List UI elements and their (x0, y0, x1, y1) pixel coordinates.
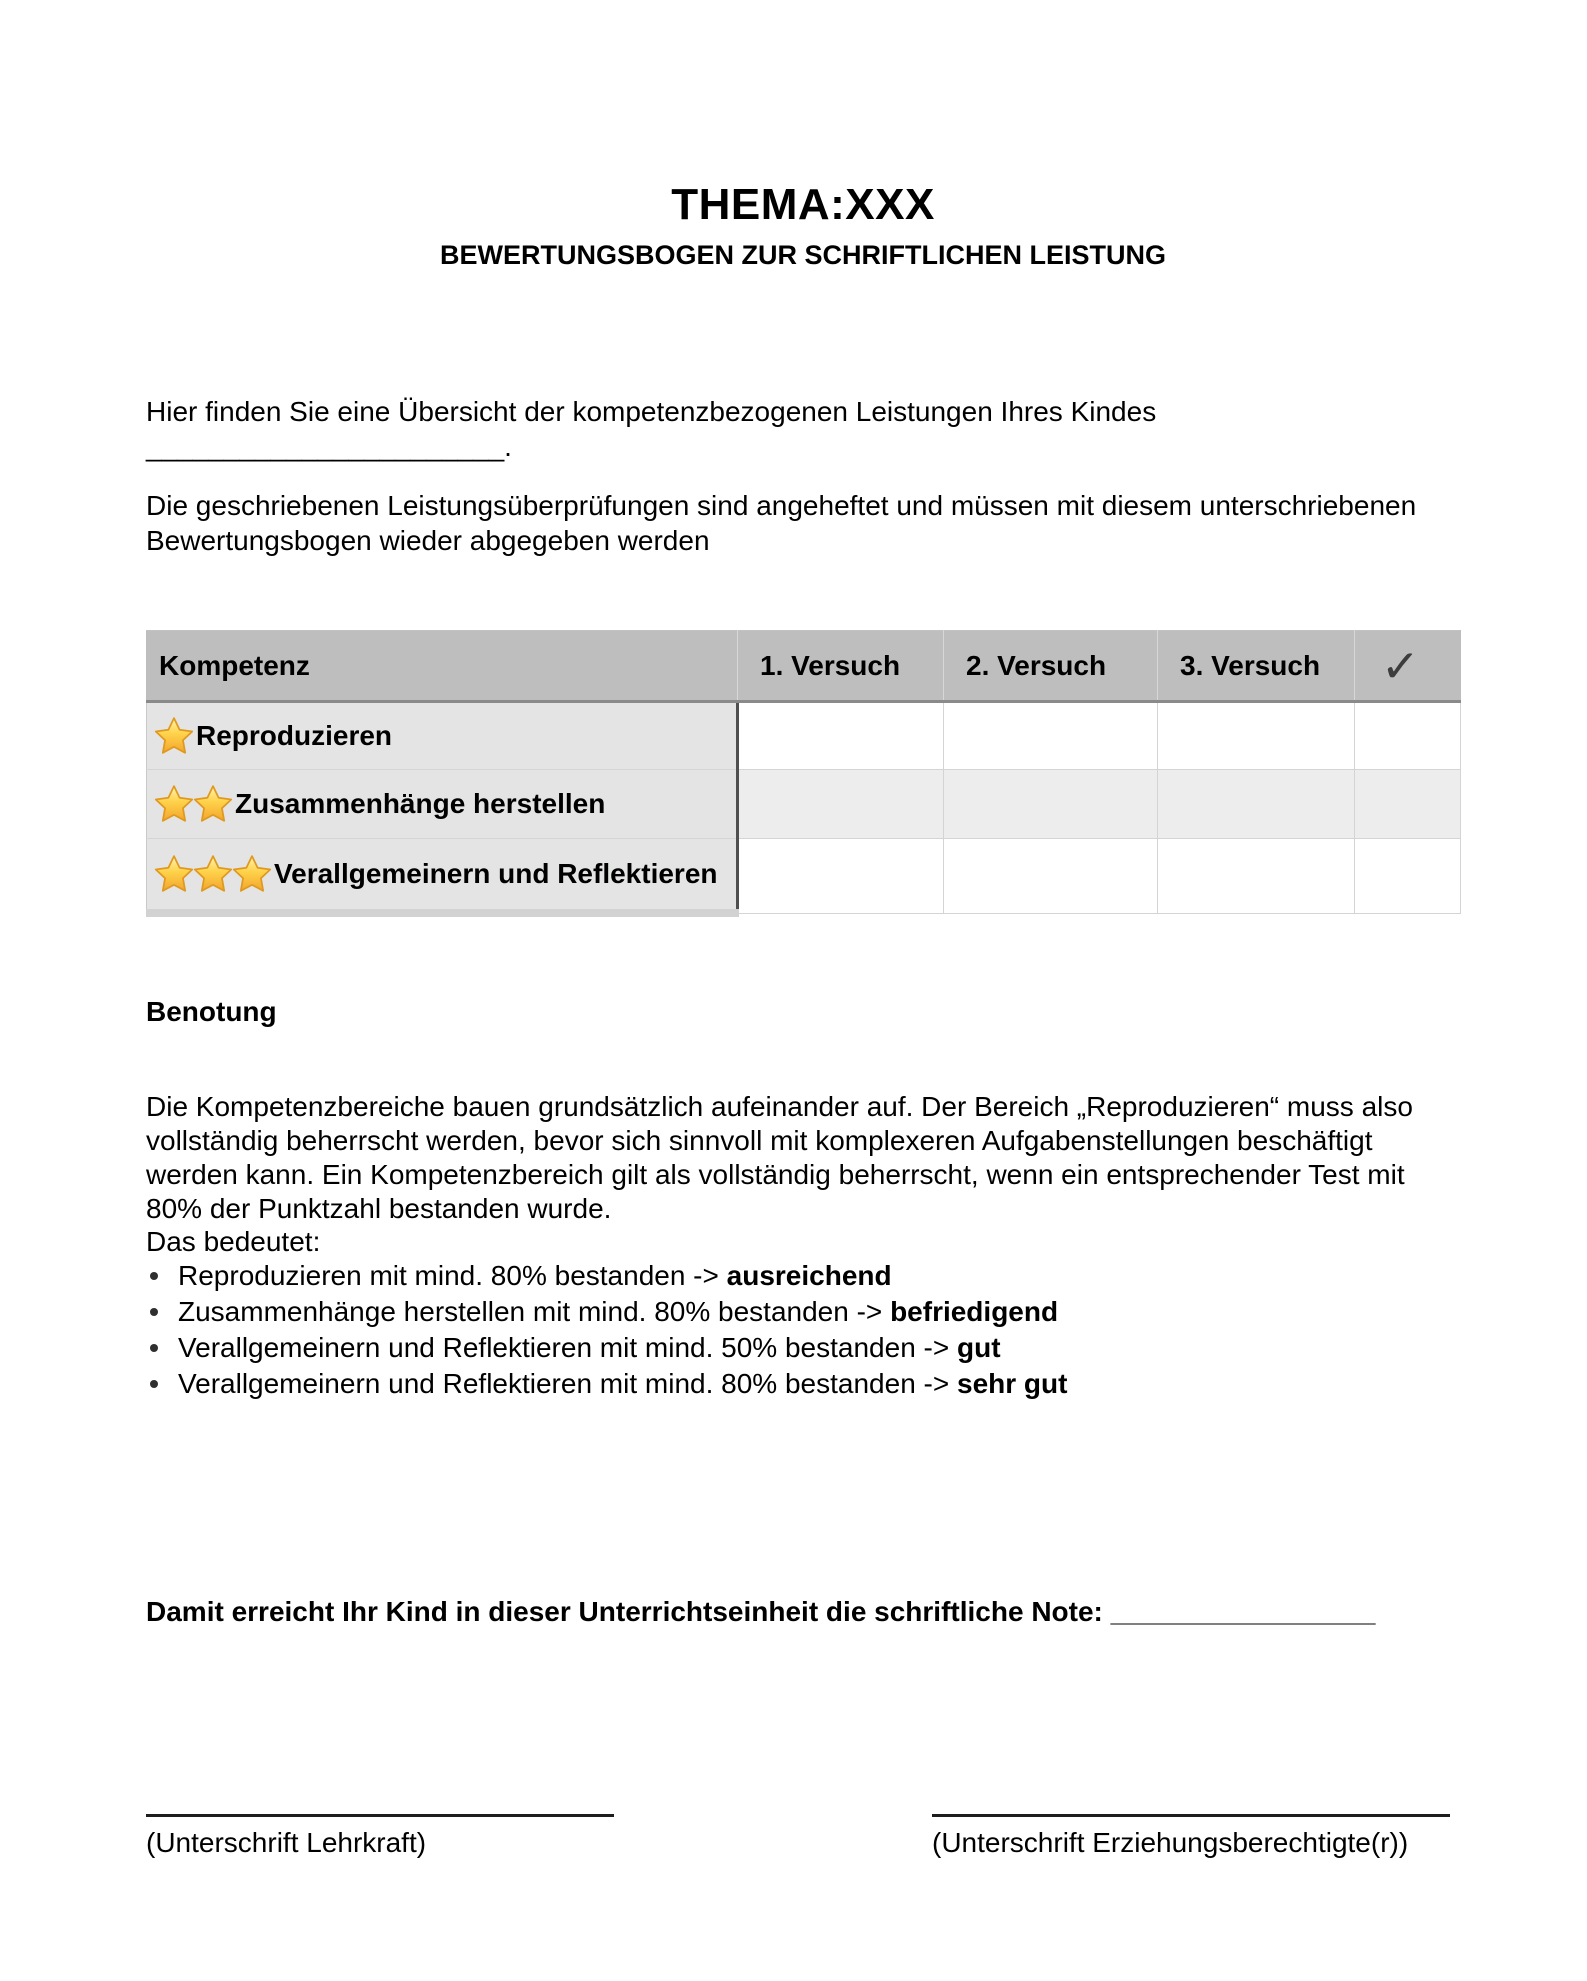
empty-cell-v2 (944, 770, 1158, 839)
intro-period: . (504, 431, 512, 462)
list-item-text: Zusammenhänge herstellen mit mind. 80% bestanden -> (178, 1296, 891, 1327)
list-item (146, 1366, 1460, 1402)
intro-text: Hier finden Sie eine Übersicht der kompetenzbezogenen Leistungen Ihres Kindes (146, 396, 1157, 427)
attachment-paragraph: Die geschriebenen Leistungsüberprüfungen sind angeheftet und müssen mit diesem unterschriebenen Bewertungsbogen wieder abgegeben werden (146, 490, 1417, 556)
star-icon (192, 853, 234, 895)
final-note (146, 1596, 1460, 1628)
empty-cell-check (1355, 839, 1461, 914)
grade-label: gut (957, 1332, 1001, 1363)
signature-label: (Unterschrift Erziehungsberechtigte(r)) (932, 1827, 1409, 1858)
list-intro: Das bedeutet: (146, 1226, 321, 1257)
star-icons (153, 853, 270, 895)
list-item-text: Reproduzieren mit mind. 80% bestanden -> (178, 1260, 727, 1291)
bullet-icon (150, 1308, 158, 1316)
page-subtitle: BEWERTUNGSBOGEN ZUR SCHRIFTLICHEN LEISTUNG (440, 240, 1166, 270)
competence-label: Reproduzieren (196, 720, 393, 751)
list-item (146, 1258, 1460, 1294)
empty-cell-v3 (1158, 702, 1355, 770)
empty-cell-check (1355, 702, 1461, 770)
signature-block-teacher (146, 1796, 614, 1859)
empty-cell-v1 (738, 839, 944, 914)
col-header-kompetenz: Kompetenz (147, 631, 738, 702)
col-header-versuch-1: 1. Versuch (738, 631, 944, 702)
empty-cell-v2 (944, 839, 1158, 914)
competence-label: Verallgemeinern und Reflektieren (274, 858, 718, 889)
star-icons (153, 715, 192, 757)
child-name-blank: _______________________ (146, 431, 505, 462)
list-item-text: Verallgemeinern und Reflektieren mit mind. 80% bestanden -> (178, 1368, 957, 1399)
row-label-cell (147, 839, 738, 914)
signature-block-parent (932, 1796, 1450, 1859)
star-icons (153, 783, 231, 825)
benotung-heading: Benotung (146, 996, 277, 1027)
star-icon (153, 715, 195, 757)
empty-cell-check (1355, 770, 1461, 839)
bullet-icon (150, 1380, 158, 1388)
grade-label: befriedigend (890, 1296, 1059, 1327)
empty-cell-v1 (738, 770, 944, 839)
intro-paragraph (146, 394, 1460, 464)
competence-label: Zusammenhänge herstellen (235, 788, 606, 819)
list-item-text: Verallgemeinern und Reflektieren mit mind. 50% bestanden -> (178, 1332, 957, 1363)
star-icon (231, 853, 273, 895)
page-title: THEMA:XXX (671, 180, 935, 229)
empty-cell-v2 (944, 702, 1158, 770)
col-header-versuch-3: 3. Versuch (1158, 631, 1355, 702)
col-header-check (1355, 631, 1461, 702)
table-header-row (147, 631, 1461, 702)
signature-line (932, 1796, 1450, 1817)
row-label-cell (147, 702, 738, 770)
signature-line (146, 1796, 614, 1817)
table-row-verallgemeinern (147, 839, 1461, 914)
star-icon (153, 853, 195, 895)
table-row-reproduzieren (147, 702, 1461, 770)
bullet-icon (150, 1344, 158, 1352)
star-icon (153, 783, 195, 825)
empty-cell-v3 (1158, 839, 1355, 914)
row-label-cell (147, 770, 738, 839)
final-note-text: Damit erreicht Ihr Kind in dieser Unterrichtseinheit die schriftliche Note: (146, 1596, 1111, 1627)
table-row-zusammenhaenge (147, 770, 1461, 839)
benotung-paragraph: Die Kompetenzbereiche bauen grundsätzlich aufeinander auf. Der Bereich „Reproduzieren“ muss also vollständig beherrscht werden, bevor sich sinnvoll mit komplexeren Aufgabenstellungen beschäftigt werden kann. Ein Kompetenzbereich gilt als vollständig beherrscht, wenn ein entsprechender Test mit 80% der Punktzahl bestanden wurde. (146, 1091, 1413, 1224)
grade-label: ausreichend (726, 1260, 892, 1291)
grade-blank: _________________ (1110, 1596, 1376, 1627)
star-icon (192, 783, 234, 825)
col-header-versuch-2: 2. Versuch (944, 631, 1158, 702)
signature-label: (Unterschrift Lehrkraft) (146, 1827, 427, 1858)
empty-cell-v3 (1158, 770, 1355, 839)
grading-list (146, 1258, 1460, 1402)
bullet-icon (150, 1272, 158, 1280)
empty-cell-v1 (738, 702, 944, 770)
grade-label: sehr gut (957, 1368, 1068, 1399)
competence-table (146, 630, 1461, 917)
list-item (146, 1330, 1460, 1366)
checkmark-icon: ✓ (1380, 638, 1421, 693)
list-item (146, 1294, 1460, 1330)
